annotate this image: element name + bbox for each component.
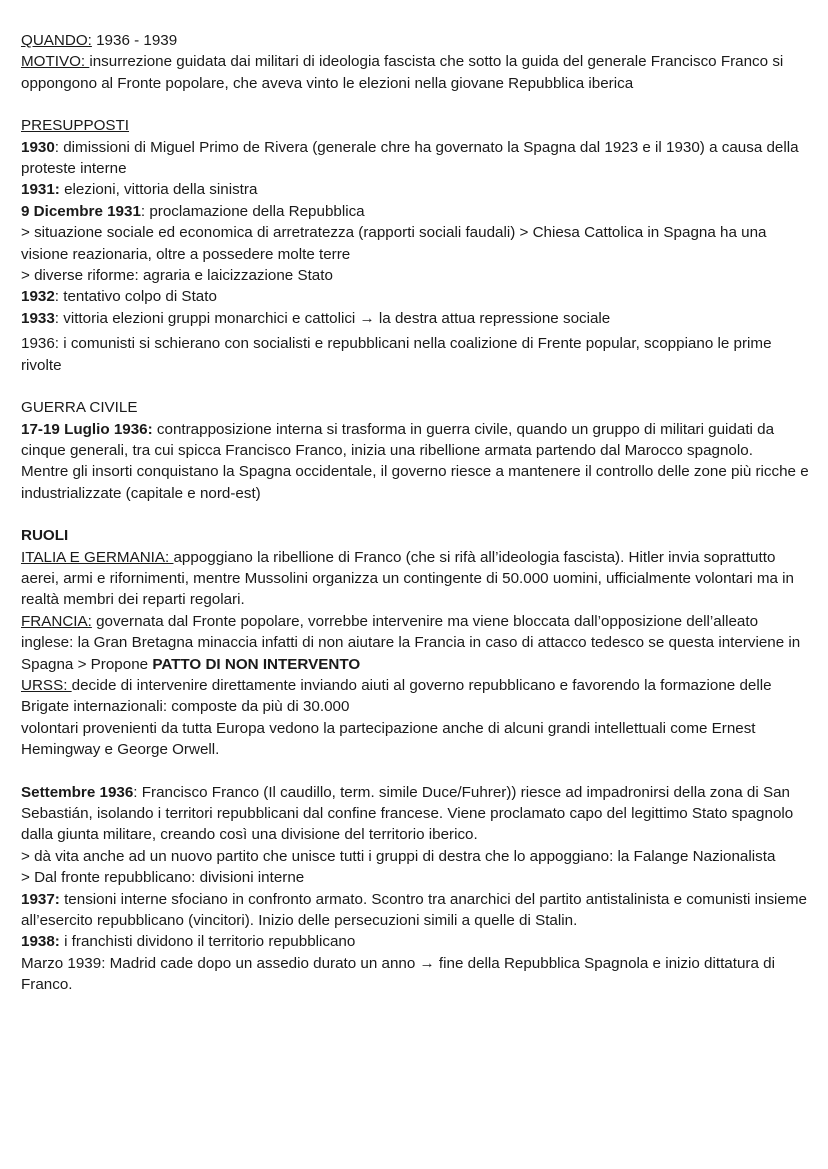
item-text: : tentativo colpo di Stato — [54, 288, 217, 306]
item-date: 1932 — [21, 288, 55, 306]
item-text: : dimissioni di Miguel Primo de Rivera (generale chre ha governato la Spagna dal 1923 e il 1930) a causa della proteste interne — [21, 138, 799, 178]
presupposti-item — [21, 137, 812, 180]
item-text: : vittoria elezioni gruppi monarchici e cattolici → la destra attua repressione sociale — [54, 309, 611, 327]
guerra-heading: GUERRA CIVILE — [21, 399, 138, 417]
motivo-text: insurrezione guidata dai militari di ideologia fascista che sotto la guida del generale Francisco Franco si oppongono al Fronte popolare, che aveva vinto le elezioni nella giovane Repubblica iberica — [21, 53, 784, 92]
presupposti-heading: PRESUPPOSTI — [21, 117, 130, 135]
quando-label: QUANDO: — [21, 32, 92, 49]
marzo-paragraph: Marzo 1939: Madrid cade dopo un assedio durato un anno → fine della Repubblica Spagnola e inizio dittatura di Franco. — [21, 954, 775, 994]
italia-text: appoggiano la ribellione di Franco (che si rifà all’ideologia fascista). Hitler invia soprattutto aerei, armi e rifornimenti, mentre Mussolini organizza un contingente di 50.000 uomini, ufficialmente volontari ma in realtà membri dei reparti regolari. — [21, 548, 794, 609]
urss-label: URSS: — [21, 676, 72, 694]
item-text: > situazione sociale ed economica di arretratezza (rapporti sociali faudali) > Chiesa Cattolica in Spagna ha una visione reazionaria, oltre a possedere molte terre — [21, 224, 767, 263]
guerra-paragraph — [21, 419, 812, 462]
italia-label: ITALIA E GERMANIA: — [21, 548, 174, 566]
motivo-paragraph — [21, 51, 812, 94]
francia-label: FRANCIA: — [21, 612, 92, 630]
date-1938: 1938: — [21, 933, 60, 951]
motivo-label: MOTIVO: — [21, 53, 90, 71]
paragraph-1937 — [21, 889, 812, 932]
item-date: 1930 — [21, 138, 55, 156]
spacer — [21, 94, 812, 115]
guerra-paragraph-2: Mentre gli insorti conquistano la Spagna occidentale, il governo riesce a mantenere il controllo delle zone più ricche e industrializzate (capitale e nord-est) — [21, 463, 809, 502]
presupposti-final: 1936: i comunisti si schierano con socialisti e repubblicani nella coalizione di Frente popular, scoppiano le prime rivolte — [21, 335, 772, 374]
spacer — [21, 376, 812, 397]
urss-text: decide di intervenire direttamente inviando aiuti al governo repubblicano e favorendo la formazione delle Brigate internazionali: composte da più di 30.000 — [21, 676, 772, 716]
presupposti-item — [21, 308, 812, 329]
spacer — [21, 761, 812, 782]
settembre-text: : Francisco Franco (Il caudillo, term. simile Duce/Fuhrer)) riesce ad impadronirsi della zona di San Sebastián, isolando i territori repubblicani dal confine francese. Viene proclamato capo del legittimo Stato spagnolo dalla giunta militare, creando così una divisione del territorio iberico. — [21, 783, 794, 844]
paragraph-1938 — [21, 931, 812, 952]
francia-paragraph — [21, 611, 812, 675]
item-text: : proclamazione della Repubblica — [140, 202, 365, 220]
divisioni-paragraph: > Dal fronte repubblicano: divisioni interne — [21, 869, 305, 887]
text-1937: tensioni interne sfociano in confronto armato. Scontro tra anarchici del partito antistalinista e comunisti insieme all’esercito repubblicano (vincitori). Inizio delle persecuzioni simili a quelle di Stalin. — [21, 890, 807, 930]
settembre-paragraph — [21, 782, 812, 846]
item-date: 9 Dicembre 1931 — [21, 202, 141, 220]
volontari-paragraph: volontari provenienti da tutta Europa vedono la partecipazione anche di alcuni grandi intellettuali come Ernest Hemingway e George Orwell. — [21, 719, 756, 759]
falange-paragraph: > dà vita anche ad un nuovo partito che unisce tutti i gruppi di destra che lo appoggiano: la Falange Nazionalista — [21, 847, 776, 865]
spacer — [21, 504, 812, 525]
presupposti-item — [21, 286, 812, 307]
presupposti-item — [21, 201, 812, 222]
francia-text: governata dal Fronte popolare, vorrebbe intervenire ma viene bloccata dall’opposizione dell’alleato inglese: la Gran Bretagna minaccia infatti di non aiutare la Francia in caso di attacco tedesco se questa interviene in Spagna > Propone — [21, 612, 801, 673]
urss-paragraph — [21, 675, 812, 718]
guerra-date: 17-19 Luglio 1936: — [21, 420, 153, 438]
settembre-date: Settembre 1936 — [21, 783, 134, 801]
presupposti-item — [21, 222, 812, 265]
item-date: 1933 — [21, 309, 55, 327]
quando-value: 1936 - 1939 — [91, 32, 178, 49]
italia-paragraph — [21, 547, 812, 611]
item-date: 1931: — [21, 181, 60, 199]
patto-text: PATTO DI NON INTERVENTO — [152, 655, 361, 673]
guerra-text: contrapposizione interna si trasforma in guerra civile, quando un gruppo di militari guidati da cinque generali, tra cui spicca Francisco Franco, inizia una ribellione armata partendo dal Marocco spagnolo. — [21, 420, 775, 459]
ruoli-heading: RUOLI — [21, 527, 69, 545]
text-1938: i franchisti dividono il territorio repubblicano — [59, 933, 356, 951]
presupposti-item — [21, 265, 812, 286]
presupposti-item — [21, 179, 812, 200]
date-1937: 1937: — [21, 890, 60, 908]
item-text: elezioni, vittoria della sinistra — [59, 181, 258, 199]
quando-line — [21, 30, 812, 51]
item-text: > diverse riforme: agraria e laicizzazione Stato — [21, 267, 333, 285]
